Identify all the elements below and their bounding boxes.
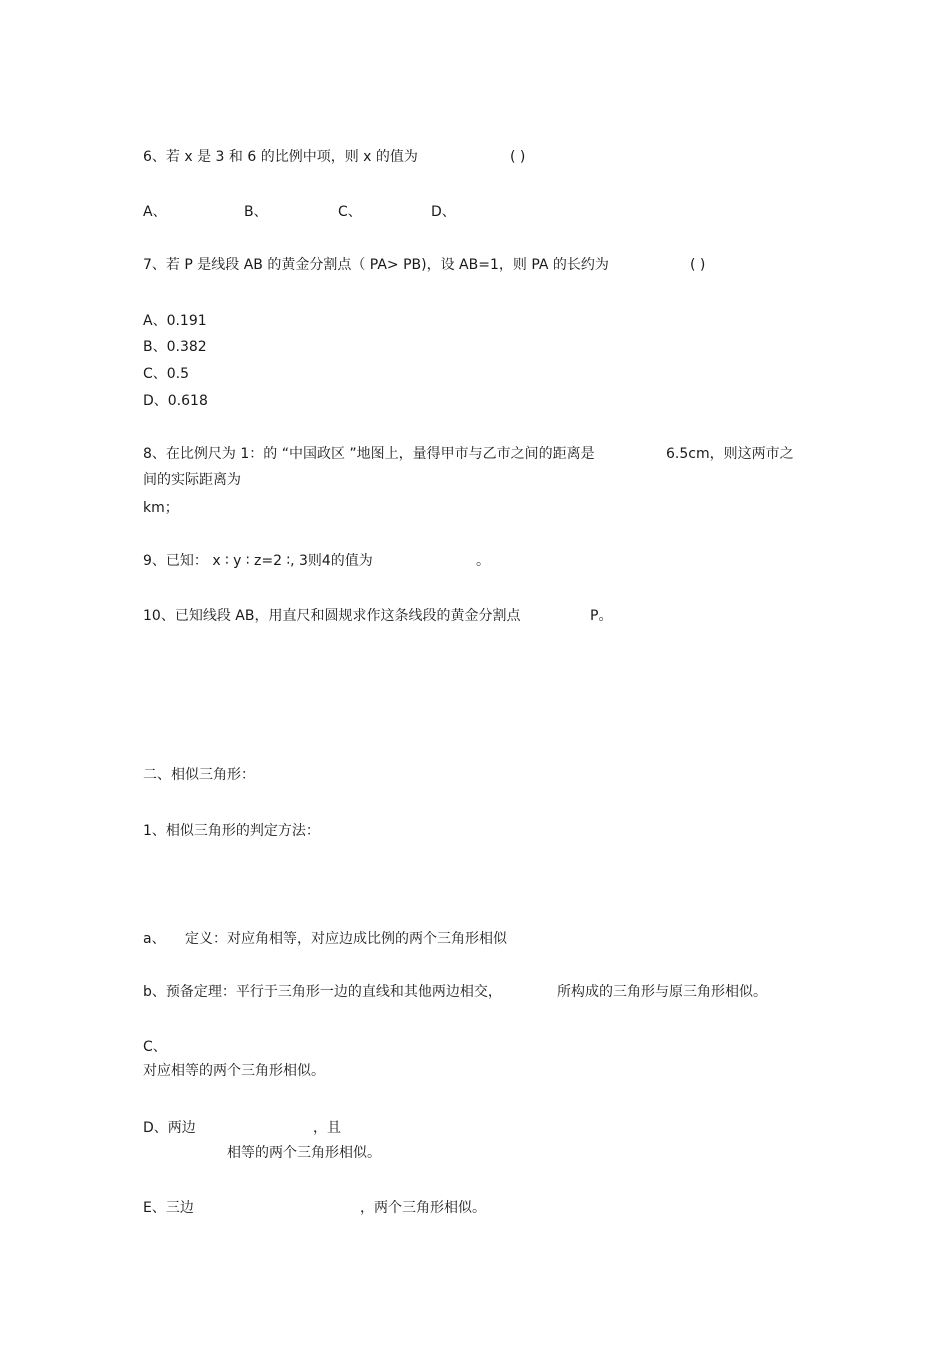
q6-option-d: D、	[431, 204, 456, 220]
q8-line1-part2: 6.5cm，则这两市之	[666, 446, 794, 462]
q7-option-c: C、0.5	[143, 366, 190, 382]
method-d-text: 相等的两个三角形相似。	[227, 1145, 381, 1161]
method-c-label: C、	[143, 1039, 167, 1055]
method-a-text: 定义：对应角相等，对应边成比例的两个三角形相似	[185, 931, 507, 947]
q10-stem: 10、已知线段 AB，用直尺和圆规求作这条线段的黄金分割点	[143, 608, 521, 624]
method-d-label: D、两边	[143, 1120, 196, 1136]
method-c-text: 对应相等的两个三角形相似。	[143, 1063, 325, 1079]
q7-option-d: D、0.618	[143, 393, 208, 409]
section-title: 二、相似三角形：	[143, 767, 255, 783]
q8-line1-part1: 8、在比例尺为 1：的 “中国政区 ”地图上，量得甲市与乙市之间的距离是	[143, 446, 595, 462]
subsection-title: 1、相似三角形的判定方法：	[143, 823, 320, 839]
q9-stem: 9、已知： x ∶ y ∶ z=2 ∶, 3则4的值为	[143, 553, 373, 569]
q7-option-b: B、0.382	[143, 339, 207, 355]
q7-stem: 7、若 P 是线段 AB 的黄金分割点（ PA> PB)，设 AB=1，则 PA 的长约为	[143, 257, 609, 273]
method-d-mid: ，且	[313, 1120, 341, 1136]
q6-option-a: A、	[143, 204, 167, 220]
method-e-text: ，两个三角形相似。	[360, 1200, 486, 1216]
method-e-label: E、三边	[143, 1200, 194, 1216]
q6-option-c: C、	[338, 204, 362, 220]
method-b-part2: 所构成的三角形与原三角形相似。	[557, 984, 767, 1000]
q8-unit: km；	[143, 500, 179, 516]
method-a-label: a、	[143, 931, 166, 947]
q10-end: P。	[590, 608, 613, 624]
q7-option-a: A、0.191	[143, 313, 207, 329]
q6-stem: 6、若 x 是 3 和 6 的比例中项，则 x 的值为	[143, 149, 418, 165]
q7-answer-parentheses: ( )	[690, 257, 706, 273]
q6-answer-parentheses: ( )	[510, 149, 526, 165]
method-b-part1: b、预备定理：平行于三角形一边的直线和其他两边相交，	[143, 984, 502, 1000]
q9-end: 。	[476, 553, 490, 569]
q8-line2: 间的实际距离为	[143, 472, 241, 488]
q6-option-b: B、	[244, 204, 268, 220]
